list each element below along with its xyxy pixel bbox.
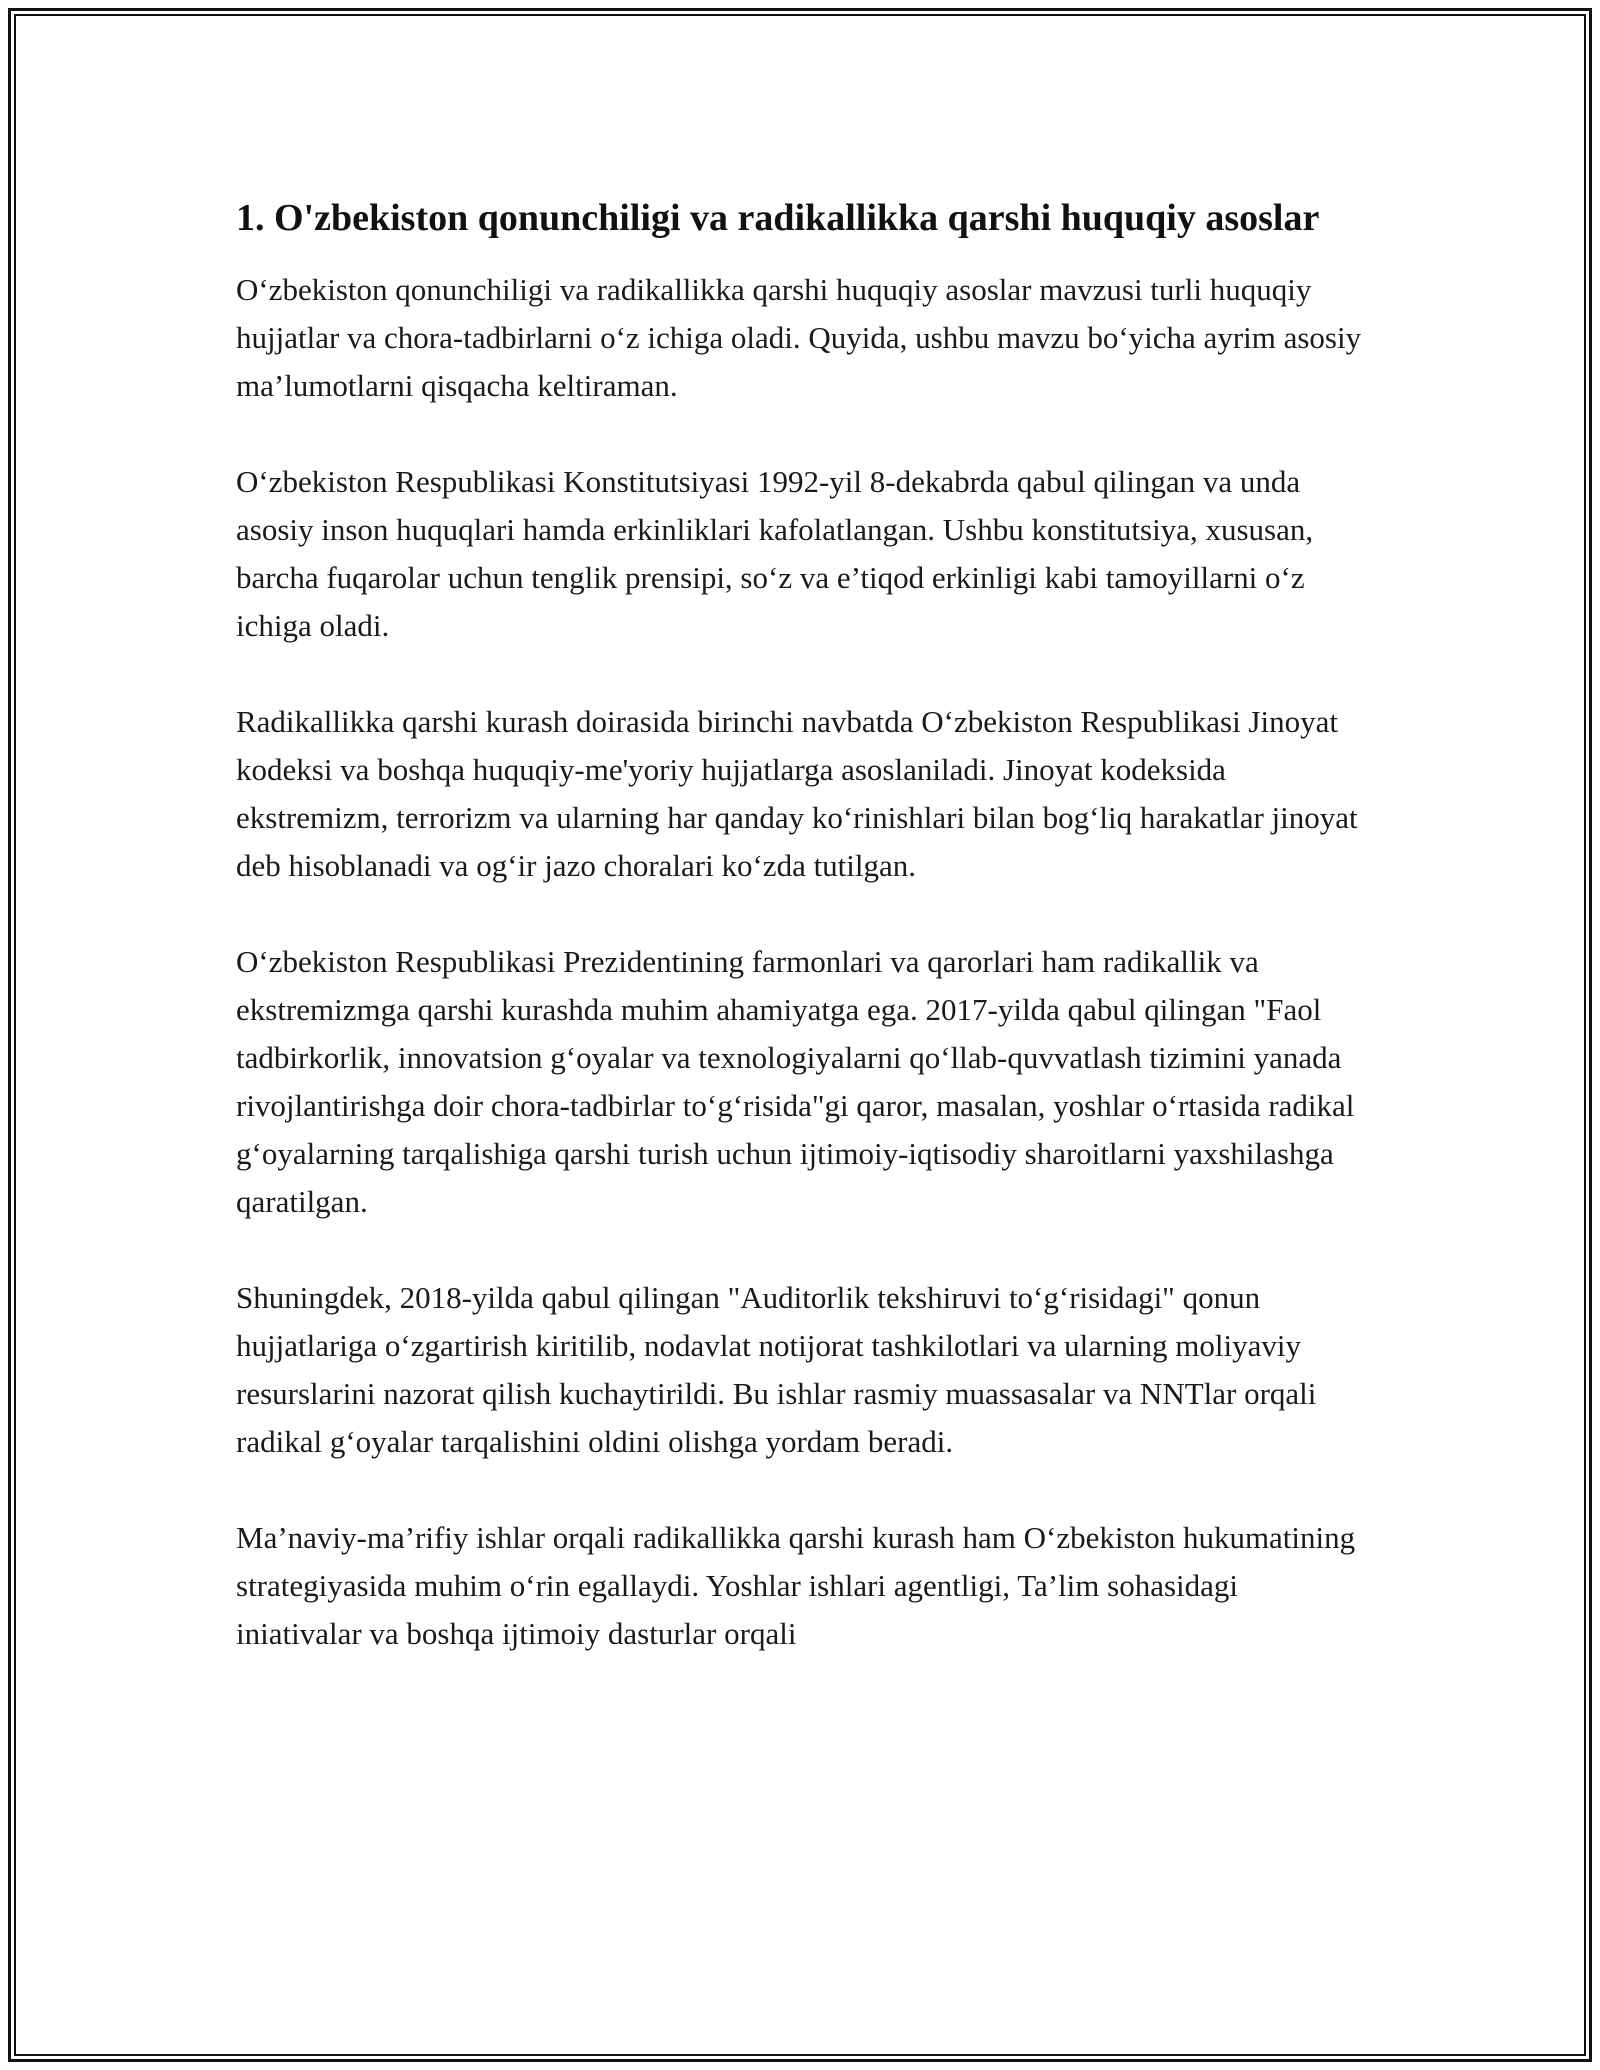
paragraph-spiritual-education: Ma’naviy-ma’rifiy ishlar orqali radikallikka qarshi kurash ham O‘zbekiston hukumatining strategiyasida muhim o‘rin egallaydi. Yoshlar ishlari agentligi, Ta’lim sohasidagi iniativalar va boshqa ijtimoiy dasturlar orqali — [236, 1520, 1356, 1651]
document-body — [236, 190, 1371, 1706]
paragraph-intro: O‘zbekiston qonunchiligi va radikallikka qarshi huquqiy asoslar mavzusi turli huquqiy hujjatlar va chora-tadbirlarni o‘z ichiga oladi. Quyida, ushbu mavzu bo‘yicha ayrim asosiy ma’lumotlarni qisqacha keltiraman. — [236, 272, 1362, 403]
section-heading: 1. O'zbekiston qonunchiligi va radikallikka qarshi huquqiy asoslar — [236, 197, 1320, 239]
paragraph-presidential-decrees: O‘zbekiston Respublikasi Prezidentining farmonlari va qarorlari ham radikallik va ekstremizmga qarshi kurashda muhim ahamiyatga ega. 2017-yilda qabul qilingan "Faol tadbirkorlik, innovatsion g‘oyalar va texnologiyalarni qo‘llab-quvvatlash tizimini yanada rivojlantirishga doir chora-tadbirlar to‘g‘risida"gi qaror, masalan, yoshlar o‘rtasida radikal g‘oyalarning tarqalishiga qarshi turish uchun ijtimoiy-iqtisodiy sharoitlarni yaxshilashga qaratilgan. — [236, 944, 1355, 1219]
paragraph-audit-law: Shuningdek, 2018-yilda qabul qilingan "Auditorlik tekshiruvi to‘g‘risidagi" qonun hujjatlariga o‘zgartirish kiritilib, nodavlat notijorat tashkilotlari va ularning moliyaviy resurslarini nazorat qilish kuchaytirildi. Bu ishlar rasmiy muassasalar va NNTlar orqali radikal g‘oyalar tarqalishini oldini olishga yordam beradi. — [236, 1280, 1317, 1459]
paragraph-criminal-code: Radikallikka qarshi kurash doirasida birinchi navbatda O‘zbekiston Respublikasi Jinoyat kodeksi va boshqa huquqiy-me'yoriy hujjatlarga asoslaniladi. Jinoyat kodeksida ekstremizm, terrorizm va ularning har qanday ko‘rinishlari bilan bog‘liq harakatlar jinoyat deb hisoblanadi va og‘ir jazo choralari ko‘zda tutilgan. — [236, 704, 1358, 883]
paragraph-constitution: O‘zbekiston Respublikasi Konstitutsiyasi 1992-yil 8-dekabrda qabul qilingan va unda asosiy inson huquqlari hamda erkinliklari kafolatlangan. Ushbu konstitutsiya, xususan, barcha fuqarolar uchun tenglik prensipi, so‘z va e’tiqod erkinligi kabi tamoyillarni o‘z ichiga oladi. — [236, 464, 1314, 643]
